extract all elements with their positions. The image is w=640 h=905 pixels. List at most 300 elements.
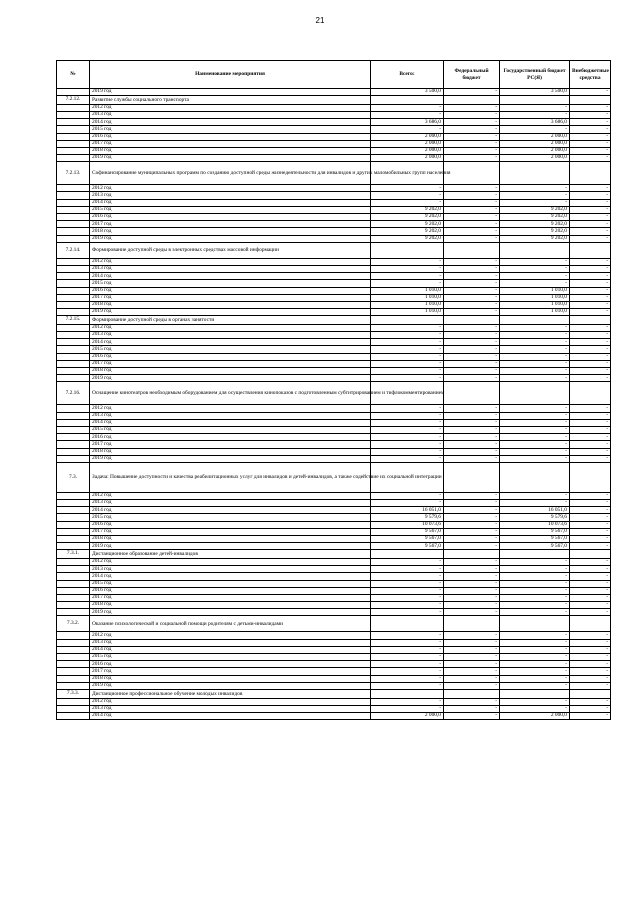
year-row (57, 514, 611, 521)
extra-cell: - (570, 258, 611, 265)
extra-cell: - (570, 119, 611, 126)
section-row (57, 316, 611, 325)
extra-cell: - (570, 309, 611, 316)
year-label: 2017 год (90, 528, 371, 535)
extra-cell: - (570, 587, 611, 594)
year-label: 2017 год (90, 360, 371, 367)
number-cell (57, 324, 90, 331)
federal-cell (444, 462, 500, 492)
regional-cell: - (500, 602, 570, 609)
federal-cell: - (444, 301, 500, 308)
regional-cell: 9 202,0 (500, 228, 570, 235)
year-label: 2019 год (90, 455, 371, 462)
total-cell: 9 567,0 (371, 536, 444, 543)
regional-cell: - (500, 705, 570, 712)
number-cell (57, 412, 90, 419)
total-cell: - (371, 668, 444, 675)
year-row (57, 119, 611, 126)
number-cell (57, 441, 90, 448)
total-cell: - (371, 199, 444, 206)
federal-cell: - (444, 654, 500, 661)
extra-cell: - (570, 455, 611, 462)
regional-cell: 2 000,0 (500, 712, 570, 719)
year-label: 2016 год (90, 661, 371, 668)
federal-cell: - (444, 375, 500, 382)
total-cell: - (371, 412, 444, 419)
federal-cell: - (444, 507, 500, 514)
year-label: 2019 год (90, 375, 371, 382)
activity-title: Задача: Повышение доступности и качества реабилитационных услуг для инвалидов и детей-инвалидов, а также содействие их социальной интеграции (90, 462, 371, 492)
federal-cell: - (444, 228, 500, 235)
extra-cell: - (570, 339, 611, 346)
total-cell: - (371, 258, 444, 265)
federal-cell: - (444, 632, 500, 639)
year-row (57, 126, 611, 133)
regional-cell: - (500, 185, 570, 192)
extra-cell: - (570, 543, 611, 550)
year-row (57, 500, 611, 507)
federal-cell: - (444, 639, 500, 646)
federal-cell: - (444, 455, 500, 462)
number-cell (57, 104, 90, 111)
federal-cell (444, 242, 500, 258)
year-row (57, 507, 611, 514)
regional-cell (500, 96, 570, 105)
extra-cell (570, 382, 611, 405)
year-label: 2015 год (90, 654, 371, 661)
regional-cell: - (500, 199, 570, 206)
total-cell: 9 202,0 (371, 221, 444, 228)
extra-cell: - (570, 419, 611, 426)
year-row (57, 228, 611, 235)
federal-cell: - (444, 587, 500, 594)
year-label: 2017 год (90, 221, 371, 228)
regional-cell: - (500, 368, 570, 375)
number-cell (57, 419, 90, 426)
extra-cell: - (570, 353, 611, 360)
section-row (57, 689, 611, 698)
regional-cell: - (500, 405, 570, 412)
year-row (57, 712, 611, 719)
federal-cell: - (444, 235, 500, 242)
extra-cell (570, 616, 611, 632)
federal-cell: - (444, 324, 500, 331)
total-cell: 3 686,0 (371, 119, 444, 126)
activity-code: 7.2.14. (57, 242, 90, 258)
year-label: 2017 год (90, 441, 371, 448)
regional-cell: - (500, 668, 570, 675)
activity-title: Оказание психологической и социальной помощи родителям с детьми-инвалидами (90, 616, 371, 632)
year-label: 2018 год (90, 301, 371, 308)
federal-cell: - (444, 280, 500, 287)
regional-cell: - (500, 566, 570, 573)
year-label: 2014 год (90, 646, 371, 653)
number-cell (57, 294, 90, 301)
year-label: 2019 год (90, 543, 371, 550)
regional-cell (500, 242, 570, 258)
regional-cell: 9 202,0 (500, 206, 570, 213)
year-label: 2016 год (90, 133, 371, 140)
extra-cell: - (570, 133, 611, 140)
year-row (57, 235, 611, 242)
federal-cell: - (444, 258, 500, 265)
federal-cell: - (444, 89, 500, 96)
regional-cell: 1 010,0 (500, 287, 570, 294)
number-cell (57, 455, 90, 462)
year-label: 2018 год (90, 675, 371, 682)
regional-cell: - (500, 441, 570, 448)
extra-cell: - (570, 668, 611, 675)
regional-cell: - (500, 698, 570, 705)
regional-cell: 1 010,0 (500, 294, 570, 301)
regional-cell: - (500, 609, 570, 616)
extra-cell: - (570, 705, 611, 712)
funding-table (56, 60, 611, 720)
year-row (57, 375, 611, 382)
year-row (57, 368, 611, 375)
regional-cell: - (500, 375, 570, 382)
total-cell: - (371, 558, 444, 565)
year-row (57, 89, 611, 96)
extra-cell: - (570, 682, 611, 689)
federal-cell: - (444, 332, 500, 339)
federal-cell: - (444, 682, 500, 689)
year-label: 2014 год (90, 507, 371, 514)
activity-code: 7.2.13. (57, 162, 90, 185)
year-row (57, 521, 611, 528)
section-row (57, 242, 611, 258)
extra-cell: - (570, 199, 611, 206)
federal-cell (444, 162, 500, 185)
year-row (57, 558, 611, 565)
federal-cell: - (444, 661, 500, 668)
total-cell: - (371, 280, 444, 287)
year-row (57, 214, 611, 221)
federal-cell: - (444, 133, 500, 140)
year-row (57, 405, 611, 412)
federal-cell: - (444, 346, 500, 353)
total-cell: - (371, 426, 444, 433)
total-cell: - (371, 346, 444, 353)
total-cell: - (371, 580, 444, 587)
number-cell (57, 594, 90, 601)
federal-cell (444, 689, 500, 698)
header-regional-budget: Государственный бюджет РС(Я) (500, 61, 570, 89)
number-cell (57, 639, 90, 646)
table-body (57, 89, 611, 720)
regional-cell: - (500, 573, 570, 580)
year-row (57, 426, 611, 433)
extra-cell: - (570, 332, 611, 339)
regional-cell (500, 382, 570, 405)
regional-cell: - (500, 258, 570, 265)
regional-cell: - (500, 500, 570, 507)
extra-cell: - (570, 448, 611, 455)
number-cell (57, 698, 90, 705)
regional-cell: - (500, 646, 570, 653)
regional-cell: - (500, 558, 570, 565)
extra-cell: - (570, 639, 611, 646)
year-row (57, 360, 611, 367)
extra-cell: - (570, 140, 611, 147)
regional-cell: - (500, 434, 570, 441)
year-row (57, 294, 611, 301)
number-cell (57, 682, 90, 689)
federal-cell: - (444, 185, 500, 192)
regional-cell: - (500, 587, 570, 594)
year-row (57, 332, 611, 339)
regional-cell: - (500, 448, 570, 455)
regional-cell (500, 462, 570, 492)
federal-cell (444, 316, 500, 325)
year-label: 2015 год (90, 126, 371, 133)
activity-code: 7.3.1. (57, 550, 90, 559)
regional-cell: 9 202,0 (500, 214, 570, 221)
total-cell: - (371, 434, 444, 441)
year-label: 2012 год (90, 698, 371, 705)
number-cell (57, 528, 90, 535)
regional-cell (500, 550, 570, 559)
regional-cell: 9 567,0 (500, 536, 570, 543)
activity-code: 7.2.15. (57, 316, 90, 325)
year-label: 2013 год (90, 639, 371, 646)
year-label: 2012 год (90, 558, 371, 565)
year-label: 2012 год (90, 258, 371, 265)
number-cell (57, 507, 90, 514)
total-cell: 9 579,6 (371, 514, 444, 521)
number-cell (57, 199, 90, 206)
year-label: 2014 год (90, 712, 371, 719)
total-cell: - (371, 675, 444, 682)
section-row (57, 162, 611, 185)
federal-cell: - (444, 111, 500, 118)
year-row (57, 199, 611, 206)
header-total: Всего: (371, 61, 444, 89)
regional-cell: 9 202,0 (500, 221, 570, 228)
total-cell: 2 000,0 (371, 712, 444, 719)
extra-cell: - (570, 536, 611, 543)
federal-cell: - (444, 119, 500, 126)
regional-cell: 9 202,0 (500, 235, 570, 242)
year-label: 2012 год (90, 324, 371, 331)
regional-cell: - (500, 661, 570, 668)
year-row (57, 412, 611, 419)
federal-cell (444, 550, 500, 559)
number-cell (57, 287, 90, 294)
year-label: 2013 год (90, 566, 371, 573)
number-cell (57, 119, 90, 126)
regional-cell: - (500, 339, 570, 346)
total-cell: - (371, 192, 444, 199)
total-cell: - (371, 594, 444, 601)
regional-cell: - (500, 594, 570, 601)
extra-cell: - (570, 104, 611, 111)
year-row (57, 705, 611, 712)
number-cell (57, 536, 90, 543)
regional-cell: - (500, 675, 570, 682)
regional-cell: - (500, 192, 570, 199)
extra-cell: - (570, 324, 611, 331)
regional-cell: - (500, 632, 570, 639)
extra-cell: - (570, 405, 611, 412)
year-label: 2019 год (90, 309, 371, 316)
extra-cell: - (570, 675, 611, 682)
total-cell (371, 550, 444, 559)
year-row (57, 675, 611, 682)
regional-cell: - (500, 265, 570, 272)
year-row (57, 528, 611, 535)
federal-cell: - (444, 448, 500, 455)
extra-cell: - (570, 235, 611, 242)
number-cell (57, 668, 90, 675)
extra-cell: - (570, 712, 611, 719)
regional-cell: 2 000,0 (500, 155, 570, 162)
extra-cell: - (570, 514, 611, 521)
federal-cell (444, 616, 500, 632)
regional-cell: - (500, 360, 570, 367)
extra-cell (570, 550, 611, 559)
federal-cell: - (444, 573, 500, 580)
extra-cell: - (570, 206, 611, 213)
year-label: 2018 год (90, 602, 371, 609)
year-label: 2015 год (90, 346, 371, 353)
total-cell (371, 316, 444, 325)
regional-cell: - (500, 412, 570, 419)
number-cell (57, 185, 90, 192)
number-cell (57, 573, 90, 580)
extra-cell: - (570, 111, 611, 118)
section-row (57, 616, 611, 632)
total-cell: - (371, 661, 444, 668)
total-cell: - (371, 405, 444, 412)
year-row (57, 301, 611, 308)
year-row (57, 309, 611, 316)
extra-cell: - (570, 294, 611, 301)
total-cell: - (371, 609, 444, 616)
total-cell: 2 000,0 (371, 155, 444, 162)
header-row (57, 61, 611, 89)
year-row (57, 536, 611, 543)
total-cell: - (371, 587, 444, 594)
year-row (57, 147, 611, 154)
number-cell (57, 192, 90, 199)
total-cell: 9 202,0 (371, 235, 444, 242)
federal-cell: - (444, 419, 500, 426)
regional-cell: 1 010,0 (500, 309, 570, 316)
extra-cell: - (570, 412, 611, 419)
federal-cell: - (444, 566, 500, 573)
year-row (57, 206, 611, 213)
year-row (57, 566, 611, 573)
extra-cell: - (570, 594, 611, 601)
number-cell (57, 235, 90, 242)
activity-title: Дистанционное образование детей-инвалидов (90, 550, 371, 559)
extra-cell: - (570, 609, 611, 616)
total-cell: 9 202,0 (371, 214, 444, 221)
federal-cell: - (444, 492, 500, 499)
number-cell (57, 332, 90, 339)
total-cell: - (371, 573, 444, 580)
number-cell (57, 206, 90, 213)
header-federal-budget: Федеральный бюджет (444, 61, 500, 89)
year-label: 2017 год (90, 294, 371, 301)
extra-cell: - (570, 632, 611, 639)
number-cell (57, 675, 90, 682)
number-cell (57, 309, 90, 316)
regional-cell: - (500, 580, 570, 587)
regional-cell: - (500, 682, 570, 689)
year-row (57, 448, 611, 455)
extra-cell: - (570, 228, 611, 235)
year-label: 2016 год (90, 214, 371, 221)
year-row (57, 353, 611, 360)
extra-cell: - (570, 698, 611, 705)
federal-cell: - (444, 594, 500, 601)
total-cell: - (371, 126, 444, 133)
year-row (57, 441, 611, 448)
number-cell (57, 661, 90, 668)
year-row (57, 587, 611, 594)
federal-cell: - (444, 368, 500, 375)
year-label: 2013 год (90, 111, 371, 118)
number-cell (57, 705, 90, 712)
year-label: 2017 год (90, 668, 371, 675)
federal-cell: - (444, 500, 500, 507)
total-cell: 1 010,0 (371, 287, 444, 294)
number-cell (57, 353, 90, 360)
section-row (57, 96, 611, 105)
total-cell: 9 567,0 (371, 528, 444, 535)
regional-cell: 9 567,0 (500, 543, 570, 550)
total-cell: 1 010,0 (371, 309, 444, 316)
regional-cell: - (500, 426, 570, 433)
activity-title: Оснащение кинотеатров необходимым оборудованием для осуществления кинопоказов с подготовленным субтитрированием и тифлокомментированием (90, 382, 371, 405)
federal-cell: - (444, 140, 500, 147)
total-cell: 1 010,0 (371, 294, 444, 301)
number-cell (57, 514, 90, 521)
extra-cell: - (570, 368, 611, 375)
year-label: 2014 год (90, 273, 371, 280)
year-label: 2014 год (90, 419, 371, 426)
federal-cell: - (444, 412, 500, 419)
extra-cell: - (570, 654, 611, 661)
year-label: 2015 год (90, 514, 371, 521)
activity-title: Формирование доступной среды в электронных средствах массовой информации (90, 242, 371, 258)
regional-cell (500, 616, 570, 632)
extra-cell: - (570, 566, 611, 573)
extra-cell: - (570, 375, 611, 382)
extra-cell: - (570, 507, 611, 514)
year-label: 2012 год (90, 492, 371, 499)
section-row (57, 550, 611, 559)
total-cell: - (371, 448, 444, 455)
total-cell: 9 202,0 (371, 228, 444, 235)
year-row (57, 654, 611, 661)
extra-cell: - (570, 221, 611, 228)
year-row (57, 594, 611, 601)
total-cell: 10 073,6 (371, 521, 444, 528)
number-cell (57, 602, 90, 609)
federal-cell: - (444, 309, 500, 316)
year-row (57, 111, 611, 118)
federal-cell: - (444, 441, 500, 448)
year-label: 2018 год (90, 368, 371, 375)
year-row (57, 346, 611, 353)
number-cell (57, 609, 90, 616)
federal-cell: - (444, 353, 500, 360)
regional-cell: - (500, 111, 570, 118)
year-label: 2018 год (90, 228, 371, 235)
